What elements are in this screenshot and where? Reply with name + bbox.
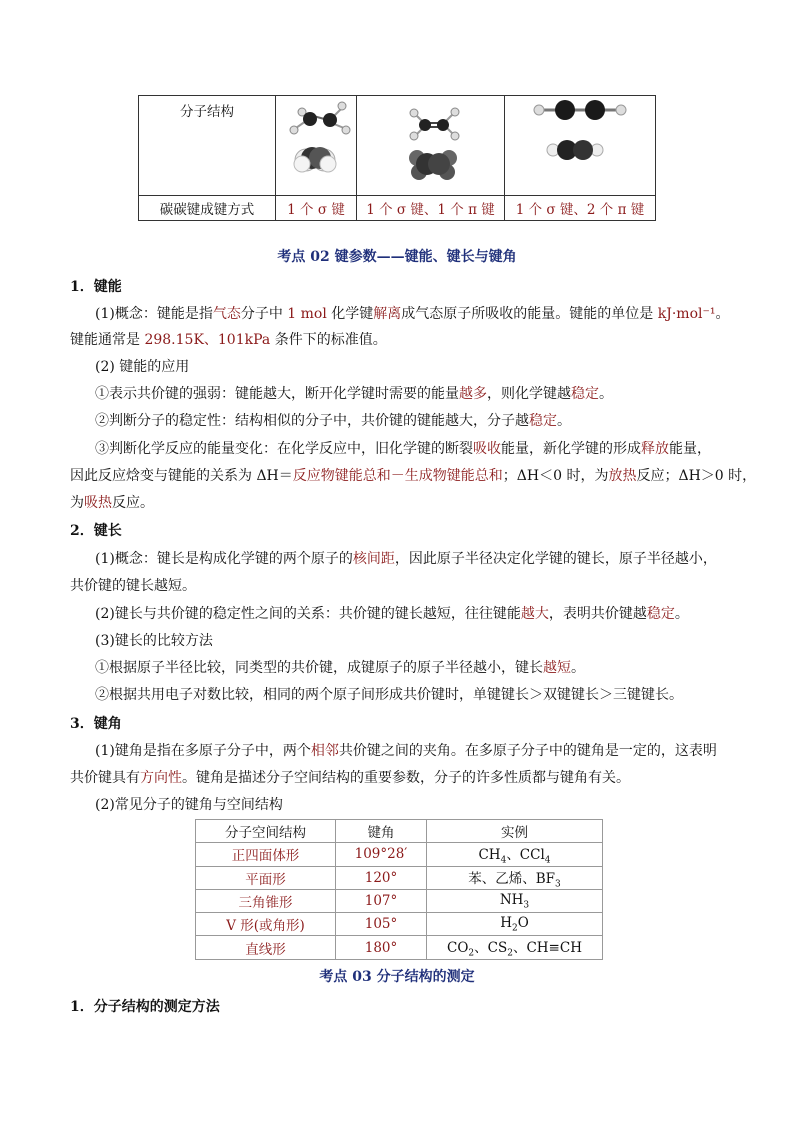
bond-type-ethane: 1 个 σ 键: [276, 196, 357, 221]
example-cell: 苯、乙烯、$BF_3$: [427, 866, 603, 890]
header-shape: 分子空间结构: [196, 820, 336, 843]
paragraph-electron-pairs: ②根据共用电子对数比较，相同的两个原子间形成共价键时，单键键长＞双键键长＞三键键长。: [95, 687, 683, 703]
angle-cell: 107°: [336, 890, 427, 913]
ethylene-model-image: [357, 96, 504, 191]
ethane-model: [276, 96, 357, 196]
paragraph-bond-angle-concept: (1)键角是指在多原子分子中，两个相邻共价键之间的夹角。在多原子分子中的键角是一定的，这表明: [95, 743, 717, 759]
table-row: [196, 843, 603, 867]
shape-cell: 三角锥形: [196, 890, 336, 913]
paragraph-length-comparison: (3)键长的比较方法: [95, 633, 213, 649]
paragraph-bond-strength: ①表示共价键的强弱：键能越大，断开化学键时需要的能量越多，则化学键越稳定。: [95, 386, 613, 402]
paragraph-enthalpy-relation: 因此反应焓变与键能的关系为 ΔH＝反应物键能总和－生成物键能总和；ΔH＜0 时，为放热反应；ΔH＞0 时，: [70, 468, 757, 484]
paragraph-atomic-radius: ①根据原子半径比较，同类型的共价键，成键原子的原子半径越小，键长越短。: [95, 660, 585, 676]
paragraph-energy-change: ③判断化学反应的能量变化：在化学反应中，旧化学键的断裂吸收能量，新化学键的形成释放能量，: [95, 441, 711, 457]
paragraph-directionality: 共价键具有方向性。键角是描述分子空间结构的重要参数，分子的许多性质都与键角有关。: [70, 770, 630, 786]
acetylene-model: [505, 96, 656, 196]
paragraph-bond-length-short: 共价键的键长越短。: [70, 578, 196, 594]
row-label-structure: 分子结构: [139, 96, 276, 196]
header-example: 实例: [427, 820, 603, 843]
section-title-bond-length: 2．键长: [70, 523, 122, 539]
example-cell: $CH_4$、CCl$_4$: [427, 843, 603, 867]
shape-cell: 直线形: [196, 936, 336, 960]
shape-cell: V 形(或角形): [196, 913, 336, 936]
shape-cell: 正四面体形: [196, 843, 336, 867]
paragraph-bond-energy-concept: (1)概念：键能是指气态分子中 1 mol 化学键解离成气态原子所吸收的能量。键能的单位是 kJ·mol⁻¹。: [95, 306, 730, 322]
shape-cell: 平面形: [196, 866, 336, 890]
section-heading-03: 考点 03 分子结构的测定: [319, 969, 475, 985]
section-title-bond-angle: 3．键角: [70, 716, 122, 732]
example-cell: $H_2O$: [427, 913, 603, 936]
paragraph-endothermic: 为吸热反应。: [70, 495, 154, 511]
bond-angle-table: [195, 819, 603, 960]
angle-cell: 109°28′: [336, 843, 427, 867]
ethane-model-image: [276, 96, 356, 191]
ethylene-model: [357, 96, 505, 196]
table-header-row: [196, 820, 603, 843]
paragraph-molecule-stability: ②判断分子的稳定性：结构相似的分子中，共价键的键能越大，分子越稳定。: [95, 413, 571, 429]
section-heading-02: 考点 02 键参数——键能、键长与键角: [277, 249, 517, 265]
header-angle: 键角: [336, 820, 427, 843]
paragraph-bond-energy-application: (2) 键能的应用: [95, 359, 190, 375]
bond-type-ethylene: 1 个 σ 键、1 个 π 键: [357, 196, 505, 221]
angle-cell: 120°: [336, 866, 427, 890]
acetylene-model-image: [505, 96, 655, 191]
paragraph-common-angles: (2)常见分子的键角与空间结构: [95, 797, 283, 813]
angle-cell: 180°: [336, 936, 427, 960]
table-row: [196, 913, 603, 936]
table-row: [196, 866, 603, 890]
paragraph-length-stability: (2)键长与共价键的稳定性之间的关系：共价键的键长越短，往往键能越大，表明共价键越稳定。: [95, 606, 689, 622]
table-row: [196, 890, 603, 913]
bond-type-acetylene: 1 个 σ 键、2 个 π 键: [505, 196, 656, 221]
section-title-bond-energy: 1．键能: [70, 279, 122, 295]
angle-cell: 105°: [336, 913, 427, 936]
molecule-structure-table: [138, 95, 656, 221]
paragraph-bond-energy-standard: 键能通常是 298.15K、101kPa 条件下的标准值。: [70, 332, 387, 348]
row-label-bond-type: 碳碳键成键方式: [139, 196, 276, 221]
section-title-structure-measurement: 1．分子结构的测定方法: [70, 999, 220, 1015]
example-cell: $CO_2$、$CS_2$、CH≡CH: [427, 936, 603, 960]
table-row: [196, 936, 603, 960]
paragraph-bond-length-concept: (1)概念：键长是构成化学键的两个原子的核间距，因此原子半径决定化学键的键长，原子半径越小，: [95, 551, 717, 567]
example-cell: $NH_3$: [427, 890, 603, 913]
